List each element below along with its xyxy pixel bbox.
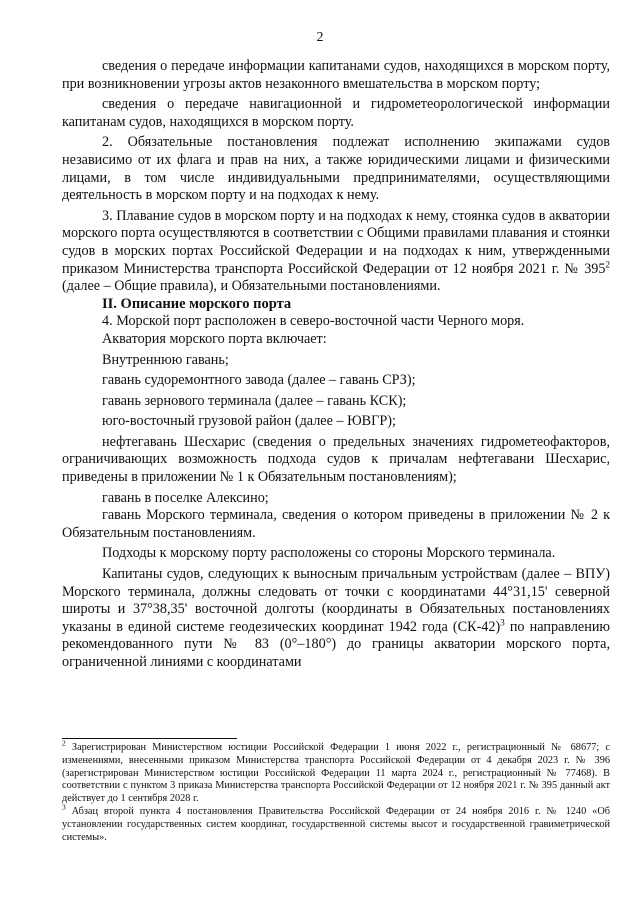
section-heading: II. Описание морского порта	[102, 295, 292, 312]
footnote-text: Зарегистрирован Министерством юстиции Российской Федерации 1 июня 2022 г., регистрационный № 68677; с изменениями, внесенными приказом Министерства транспорта Российской Федерации от 4 декабря 2023 г. № 396 (зарегистрирован Министерством юстиции Российской Федерации 11 марта 2024 г., регистрационный № 77468). В соответствии с пунктом 3 приказа Министерства транспорта Российской Федерации от 12 ноября 2021 г. № 395 данный акт действует до 1 сентября 2028 г.	[62, 742, 610, 805]
list-item: гавань судоремонтного завода (далее – гавань СРЗ);	[102, 372, 416, 389]
footnote-2	[62, 738, 610, 806]
paragraph: 2. Обязательные постановления подлежат исполнению экипажами судов независимо от их флага и прав на них, а также юридическими лицами и физическими лицами, в том числе индивидуальными предпринимателями, осуществляющими деятельность в морском порту и на подходах к нему.	[62, 134, 610, 204]
footnote-text: Абзац второй пункта 4 постановления Правительства Российской Федерации от 24 ноября 2016 г. № 1240 «Об установлении государственных систем координат, государственной системы высот и государственной гравиметрической системы».	[62, 805, 610, 843]
footnote-number: 2	[62, 738, 66, 748]
paragraph-text: 3. Плавание судов в морском порту и на подходах к нему, стоянка судов в акватории морского порта осуществляются в соответствии с Общими правилами плавания и стоянки судов в морских портах Российской Федерации и на подходах к ним, утвержденными приказом Министерства транспорта Российской Федерации от 12 ноября 2021 г. № 395	[62, 207, 610, 277]
footnote-divider	[62, 738, 237, 739]
list-item: Внутреннюю гавань;	[102, 351, 229, 368]
footnote-number: 3	[62, 802, 66, 812]
document-body	[62, 58, 610, 672]
paragraph-text: Капитаны судов, следующих к выносным причальным устройствам (далее – ВПУ) Морского терминала, должны следовать от точки с координатами 44°31,15' северной широты и 37°38,35' восточной долготы (координаты в Обязательных постановлениях указаны в единой системе геодезических координат 1942 года (СК-42)	[62, 566, 610, 635]
page-number: 2	[316, 30, 324, 45]
list-item: гавань Морского терминала, сведения о котором приведены в приложении № 2 к Обязательным постановлениям.	[62, 507, 610, 541]
footnote-3	[62, 802, 610, 844]
list-item: юго-восточный грузовой район (далее – ЮВГР);	[102, 413, 396, 430]
paragraph: Подходы к морскому порту расположены со стороны Морского терминала.	[102, 545, 556, 562]
footnote-ref-3: 3	[500, 617, 505, 628]
paragraph-text-tail: (далее – Общие правила), и Обязательными постановлениями.	[62, 278, 441, 295]
paragraph: 4. Морской порт расположен в северо-восточной части Черного моря.	[102, 313, 525, 330]
list-item: гавань зернового терминала (далее – гавань КСК);	[102, 392, 407, 409]
paragraph: Акватория морского порта включает:	[102, 330, 327, 347]
list-item: гавань в поселке Алексино;	[102, 489, 269, 506]
paragraph: сведения о передаче информации капитанами судов, находящихся в морском порту, при возникновении угрозы актов незаконного вмешательства в морском порту;	[62, 58, 610, 92]
paragraph-last	[62, 566, 610, 672]
list-item: нефтегавань Шесхарис (сведения о предельных значениях гидрометеофакторов, ограничивающих возможность подхода судов к причалам нефтегавани Шесхарис, приведены в приложении № 1 к Обязательным постановлениям);	[62, 433, 610, 486]
footnotes	[62, 738, 610, 844]
paragraph-text-tail: по направлению рекомендованного пути № 83 (0°–180°) до границы акватории морского порта, ограниченной линиями с координатами	[62, 618, 611, 670]
paragraph: сведения о передаче навигационной и гидрометеорологической информации капитанам судов, находящихся в морском порту.	[62, 96, 610, 130]
paragraph-3	[62, 208, 610, 296]
footnote-ref-2: 2	[605, 258, 610, 269]
